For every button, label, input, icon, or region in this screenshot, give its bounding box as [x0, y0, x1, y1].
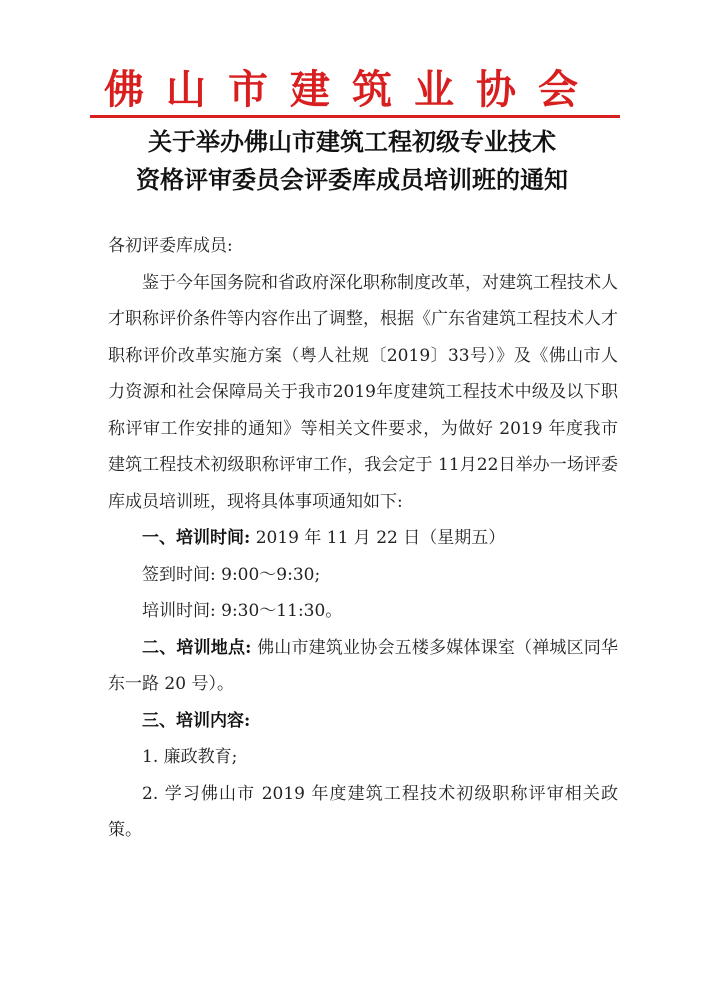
notice-title-line-1: 关于举办佛山市建筑工程初级专业技术 [148, 127, 556, 156]
section-location-label: 二、培训地点: [142, 637, 252, 658]
notice-title-line-2: 资格评审委员会评委库成员培训班的通知 [136, 165, 568, 194]
section-training-time [108, 520, 618, 557]
section-training-time-value: 2019 年 11 月 22 日（星期五） [255, 528, 506, 548]
section-location-value: 佛山市建筑业协会五楼多媒体课室（禅城区同华东一路 20 号）。 [108, 637, 619, 694]
intro-paragraph: 鉴于今年国务院和省政府深化职称制度改革，对建筑工程技术人才职称评价条件等内容作出了调整，根据《广东省建筑工程技术人才职称评价改革实施方案（粤人社规〔2019〕33号）》及《佛山市人力资源和社会保障局关于我市2019年度建筑工程技术中级及以下职称评审工作安排的通知》等相关文件要求，为做好 2019 年度我市建筑工程技术初级职称评审工作，我会定于 11月22日举办一场评委库成员培训班，现将具体事项通知如下: [108, 272, 618, 512]
section-content [108, 703, 618, 740]
section-content-label: 三、培训内容: [142, 710, 251, 731]
content-item-1: 1. 廉政教育; [142, 747, 238, 767]
training-time: 培训时间: 9:30～11:30。 [142, 601, 343, 621]
section-training-time-label: 一、培训时间: [142, 528, 251, 548]
signin-time: 签到时间: 9:00～9:30; [142, 564, 321, 585]
salutation: 各初评委库成员: [108, 236, 233, 256]
notice-body [108, 228, 618, 849]
section-location [108, 630, 618, 703]
letterhead-rule [90, 115, 620, 118]
content-item-2: 2. 学习佛山市 2019 年度建筑工程技术初级职称评审相关政策。 [108, 783, 618, 840]
letterhead-title: 佛山市建筑业协会 [104, 66, 600, 113]
